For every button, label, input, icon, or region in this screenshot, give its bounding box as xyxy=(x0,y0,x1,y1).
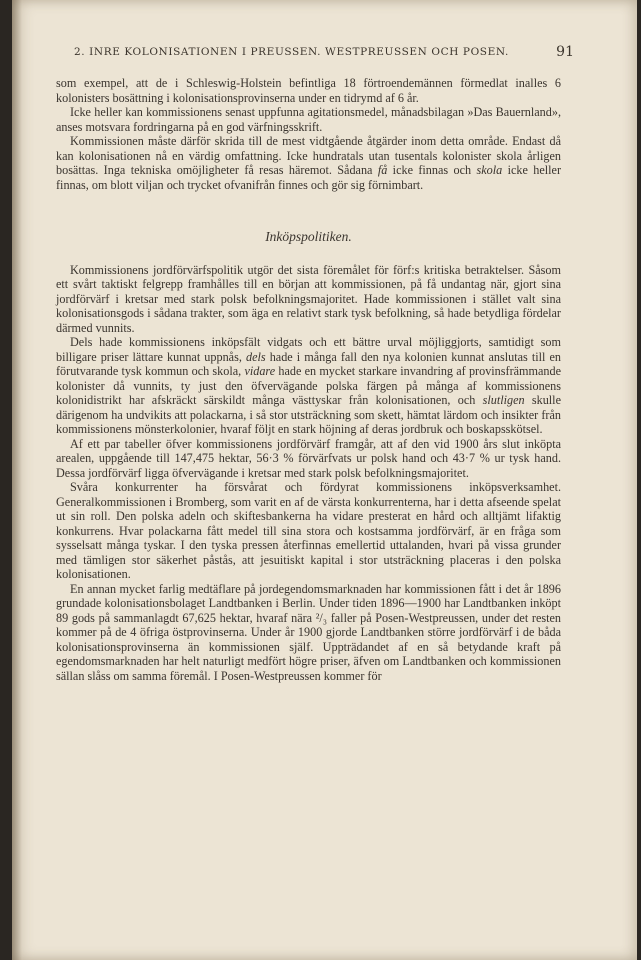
text-run: Dels hade kommissionens inköpsfält vidgats och ett bättre urval möjliggjorts, samtidigt som billigare priser lättare kunnat uppnås, xyxy=(56,335,561,364)
text-run: hade en mycket starkare invandring af provinsfrämmande kolonister då vunnits, ty just den öfvervägande polska färgen på många af kommissionens kolonidistrikt har afskräckt särskildt många västtyskar från kolonisationen, och xyxy=(56,364,562,407)
running-header xyxy=(74,44,574,62)
header-title: 2. INRE KOLONISATIONEN I PREUSSEN. WESTPREUSSEN OCH POSEN. xyxy=(74,46,509,58)
emphasis: slutligen xyxy=(482,393,525,407)
text-run: hade i många fall den nya kolonien kunnat anslutas till en förutvarande tysk kommun och skola, xyxy=(56,349,561,378)
emphasis: dels xyxy=(245,349,266,364)
book-page xyxy=(12,0,637,960)
body-text xyxy=(56,76,561,683)
text-run: Kommissionen måste därför skrida till de mest vidtgående åtgärder inom detta område. Endast då kan kolonisationen nå en värdig omfattning. Icke hundratals utan tusentals kolonister skola årligen bosättas. Inga tekniska omöjligheter få resas häremot. Sådana xyxy=(56,134,561,177)
paragraph: Kommissionens jordförvärfspolitik utgör det sista föremålet för förf:s kritiska betraktelser. Såsom ett svårt taktiskt felgrepp framhålles till en början att kommissionen, på få undantag när, gjort sina jordförvärf i kretsar med stark polsk befolkningsmajoritet. Hade kommissionen i stället valt sina kolonisationsgods i sådana trakter, som äga en relativt stark tysk befolkning, så hade betydliga fördelar därmed vunnits. xyxy=(56,262,561,335)
paragraph: Icke heller kan kommissionens senast uppfunna agitationsmedel, månadsbilagan »Das Bauernland», anses motsvara fordringarna på en god värfningsskrift. xyxy=(56,105,561,134)
paragraph: Af ett par tabeller öfver kommissionens jordförvärf framgår, att af den vid 1900 års slut inköpta arealen, uppgående till 147,475 hektar, 56·3 % förvärfvats ur polsk hand och 43·7 % ur tysk hand. Dessa jordförvärf ligga öfvervägande i kretsar med stark polsk befolkningsmajoritet. xyxy=(56,436,561,480)
paragraph: En annan mycket farlig medtäflare på jordegendomsmarknaden har kommissionen fått i det år 1896 grundade kolonisationsbolaget Landtbanken i Berlin. Under tiden 1896—1900 har Landtbanken inköpt 89 gods på sammanlagdt 67,625 hektar, hvaraf nära ²/₃ faller på Posen-Westpreussen, under det resten kommer på de 4 öfriga östprovinserna. Under år 1900 gjorde Landtbanken större jordförvärf i de båda kolonisationsprovinserna än kommissionen själf. Uppträdandet af en så betydande kraft på egendomsmarknaden har helt naturligt medfört högre priser, äfven om Landtbanken och kommissionen sällan slåss om samma föremål. I Posen-Westpreussen kommer för xyxy=(56,581,561,683)
emphasis: få xyxy=(377,163,388,177)
page-number: 91 xyxy=(556,44,574,60)
paragraph xyxy=(56,335,561,437)
section-heading: Inköpspolitiken. xyxy=(265,229,352,244)
paragraph xyxy=(56,134,561,192)
emphasis: skola xyxy=(476,163,503,177)
paragraph: som exempel, att de i Schleswig-Holstein befintliga 18 förtroendemännen förmedlat inalles 6 kolonisters bosättning i kolonisationsprovinserna under en tidrymd af 6 år. xyxy=(56,76,561,105)
text-run: skulle därigenom ha undvikits att polackarna, i så stor utsträckning som skett, hämtat lärdom och insikter från kommissionens mönsterkolonier, hvaraf följt en stark höjning af deras jordbruk och boskapsskötsel. xyxy=(56,393,561,436)
paragraph: Svåra konkurrenter ha försvårat och fördyrat kommissionens inköpsverksamhet. Generalkommissionen i Bromberg, som varit en af de värsta konkurrenterna, har i detta afseende spelat ut sin roll. Den polska adeln och skiftesbankerna ha vidare presterat en hård och alltjämt lifaktig konkurrens. Hvar polackarna fått medel till sina stora och kostsamma jordförvärf, är en fråga som sysselsatt många tyskar. I den tyska pressen återfinnas emellertid uttalanden, hvari på vissa grunder med tämligen stor säkerhet påstås, att jesuitiskt kapital i stor utsträckning placeras i den polska kolonisationen. xyxy=(56,480,561,581)
text-run: icke finnas och xyxy=(387,163,477,177)
emphasis: vidare xyxy=(244,364,276,378)
text-run: icke heller finnas, om blott viljan och trycket ofvanifrån finnes och gör sig förnimbart. xyxy=(56,163,561,192)
